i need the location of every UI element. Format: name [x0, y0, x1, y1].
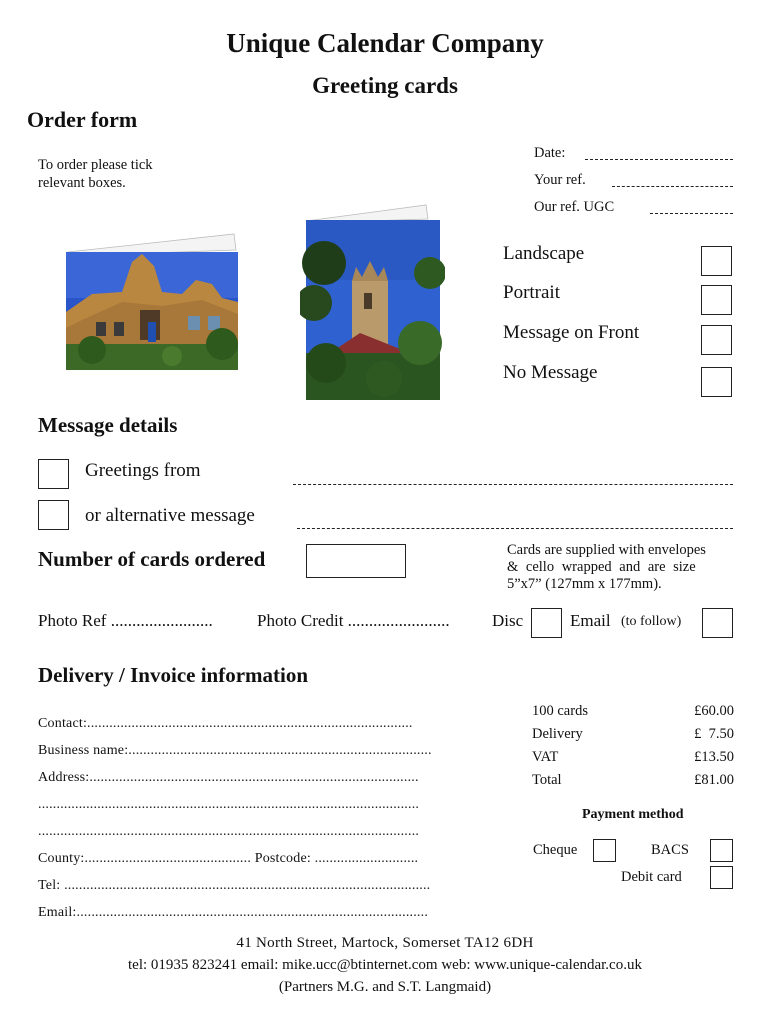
cheque-label: Cheque — [533, 842, 578, 858]
footer-address: 41 North Street, Martock, Somerset TA12 6DH — [236, 935, 534, 951]
price-label: VAT — [532, 749, 559, 765]
option-portrait-label: Portrait — [503, 282, 560, 303]
bacs-label: BACS — [651, 842, 689, 858]
address-line-3[interactable]: ....................................................................................................... — [38, 824, 420, 839]
company-title: Unique Calendar Company — [226, 28, 544, 58]
business-name-field[interactable]: Business name:.................................................................................. — [38, 743, 432, 758]
greetings-label: Greetings from — [85, 460, 201, 481]
address-field[interactable]: Address:......................................................................................... — [38, 770, 419, 785]
supply-note-3: 5”x7” (127mm x 177mm). — [507, 576, 662, 592]
county-postcode-field[interactable]: County:............................................. Postcode: ............................ — [38, 851, 419, 866]
your-ref-label: Your ref. — [534, 172, 586, 188]
footer-partners: (Partners M.G. and S.T. Langmaid) — [278, 979, 492, 995]
delivery-title: Delivery / Invoice information — [38, 663, 309, 687]
landscape-card-image — [62, 232, 242, 372]
option-landscape-label: Landscape — [503, 243, 585, 264]
option-message-front-label: Message on Front — [503, 322, 640, 343]
tel-field[interactable]: Tel: ................................................................................................... — [38, 878, 431, 893]
debit-card-checkbox[interactable] — [710, 866, 733, 889]
supply-note-2: & cello wrapped and are size — [507, 559, 696, 575]
email-option-note: (to follow) — [621, 614, 682, 629]
alternative-checkbox[interactable] — [38, 500, 69, 530]
price-label: Delivery — [532, 726, 583, 742]
price-amount: £13.50 — [694, 749, 734, 765]
your-ref-field[interactable] — [612, 186, 733, 187]
email-option-checkbox[interactable] — [702, 608, 733, 638]
price-label: Total — [532, 772, 562, 788]
subtitle: Greeting cards — [312, 73, 458, 98]
price-amount: £81.00 — [694, 772, 734, 788]
greetings-checkbox[interactable] — [38, 459, 69, 489]
email-field[interactable]: Email:............................................................................................... — [38, 905, 429, 920]
debit-card-label: Debit card — [621, 869, 682, 885]
cards-ordered-title: Number of cards ordered — [38, 547, 266, 571]
portrait-card-image — [300, 203, 445, 403]
date-field[interactable] — [585, 159, 733, 160]
landscape-checkbox[interactable] — [701, 246, 732, 276]
address-line-2[interactable]: ....................................................................................................... — [38, 797, 420, 812]
form-title: Order form — [27, 107, 138, 132]
date-label: Date: — [534, 145, 566, 161]
message-details-title: Message details — [38, 413, 178, 437]
option-no-message-label: No Message — [503, 362, 598, 383]
photo-ref-field[interactable]: Photo Ref ........................ — [38, 611, 213, 630]
footer-contact: tel: 01935 823241 email: mike.ucc@btinternet.com web: www.unique-calendar.co.uk — [128, 957, 642, 973]
payment-method-title: Payment method — [582, 807, 684, 822]
our-ref-label: Our ref. UGC — [534, 199, 615, 215]
cards-quantity-field[interactable] — [306, 544, 406, 578]
alternative-label: or alternative message — [85, 505, 255, 526]
our-ref-field[interactable] — [650, 213, 733, 214]
supply-note-1: Cards are supplied with envelopes — [507, 542, 706, 558]
alternative-field[interactable] — [297, 528, 733, 529]
price-amount: £ 7.50 — [694, 726, 734, 742]
no-message-checkbox[interactable] — [701, 367, 732, 397]
contact-field[interactable]: Contact:........................................................................................ — [38, 716, 413, 731]
email-option-label: Email — [570, 611, 611, 630]
disc-checkbox[interactable] — [531, 608, 562, 638]
cheque-checkbox[interactable] — [593, 839, 616, 862]
instructions-line-2: relevant boxes. — [38, 175, 126, 191]
photo-credit-field[interactable]: Photo Credit ........................ — [257, 611, 450, 630]
greetings-field[interactable] — [293, 484, 733, 485]
price-label: 100 cards — [532, 703, 588, 719]
message-front-checkbox[interactable] — [701, 325, 732, 355]
instructions-line-1: To order please tick — [38, 157, 153, 173]
portrait-checkbox[interactable] — [701, 285, 732, 315]
disc-label: Disc — [492, 611, 524, 630]
price-amount: £60.00 — [694, 703, 734, 719]
bacs-checkbox[interactable] — [710, 839, 733, 862]
